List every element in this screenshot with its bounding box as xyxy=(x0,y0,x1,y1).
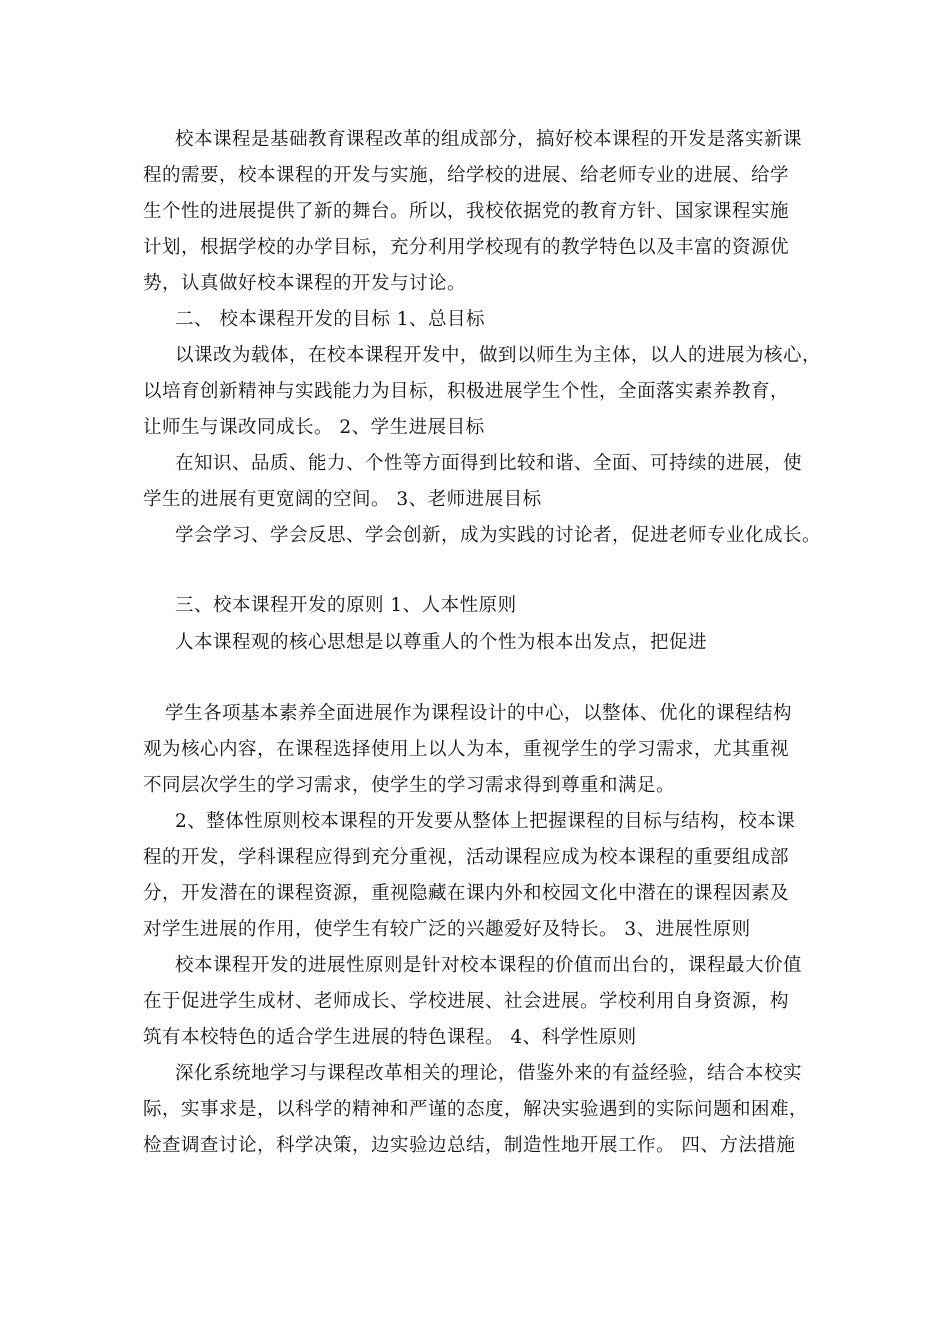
text-line: 人本课程观的核心思想是以尊重人的个性为根本出发点，把促进 xyxy=(175,632,708,653)
text-line: 生个性的进展提供了新的舞台。所以，我校依据党的教育方针、国家课程实施 xyxy=(143,201,790,222)
text-line: 在于促进学生成材、老师成长、学校进展、社会进展。学校利用自身资源，构 xyxy=(143,991,790,1012)
text-line: 深化系统地学习与课程改革相关的理论，借鉴外来的有益经验，结合本校实 xyxy=(175,1063,803,1084)
text-line: 程的开发，学科课程应得到充分重视，活动课程应成为校本课程的重要组成部 xyxy=(143,847,790,868)
text-line: 分，开发潜在的课程资源，重视隐藏在课内外和校园文化中潜在的课程因素及 xyxy=(143,883,790,904)
text-line: 2、整体性原则校本课程的开发要从整体上把握课程的目标与结构，校本课 xyxy=(175,811,796,832)
text-line: 以课改为载体，在校本课程开发中，做到以师生为主体，以人的进展为核心， xyxy=(175,345,822,366)
text-line: 检查调查讨论，科学决策，边实验边总结，制造性地开展工作。 四、方法措施 xyxy=(143,1135,796,1156)
text-line: 计划，根据学校的办学目标，充分利用学校现有的教学特色以及丰富的资源优 xyxy=(143,237,790,258)
text-line: 学生各项基本素养全面进展作为课程设计的中心，以整体、优化的课程结构 xyxy=(165,703,793,724)
text-line: 在知识、品质、能力、个性等方面得到比较和谐、全面、可持续的进展，使 xyxy=(175,453,803,474)
text-line: 筑有本校特色的适合学生进展的特色课程。 4、科学性原则 xyxy=(143,1027,637,1048)
text-line: 势，认真做好校本课程的开发与讨论。 xyxy=(143,273,467,294)
text-line: 学会学习、学会反思、学会创新，成为实践的讨论者，促进老师专业化成长。 xyxy=(175,525,822,546)
text-line: 让师生与课改同成长。 2、学生进展目标 xyxy=(143,417,485,438)
text-line: 不同层次学生的学习需求，使学生的学习需求得到尊重和满足。 xyxy=(143,775,676,796)
text-line: 校本课程是基础教育课程改革的组成部分，搞好校本课程的开发是落实新课 xyxy=(175,129,803,150)
text-line: 对学生进展的作用，使学生有较广泛的兴趣爱好及特长。 3、进展性原则 xyxy=(143,919,751,940)
section-heading: 三、校本课程开发的原则 1、人本性原则 xyxy=(175,595,517,616)
text-line: 以培育创新精神与实践能力为目标，积极进展学生个性，全面落实素养教育， xyxy=(143,381,790,402)
section-heading: 二、 校本课程开发的目标 1、总目标 xyxy=(175,309,486,330)
text-line: 程的需要，校本课程的开发与实施，给学校的进展、给老师专业的进展、给学 xyxy=(143,165,790,186)
text-line: 学生的进展有更宽阔的空间。 3、老师进展目标 xyxy=(143,489,542,510)
text-line: 校本课程开发的进展性原则是针对校本课程的价值而出台的，课程最大价值 xyxy=(175,955,803,976)
text-line: 观为核心内容，在课程选择使用上以人为本，重视学生的学习需求，尤其重视 xyxy=(143,739,790,760)
text-line: 际，实事求是，以科学的精神和严谨的态度，解决实验遇到的实际问题和困难， xyxy=(143,1099,809,1120)
